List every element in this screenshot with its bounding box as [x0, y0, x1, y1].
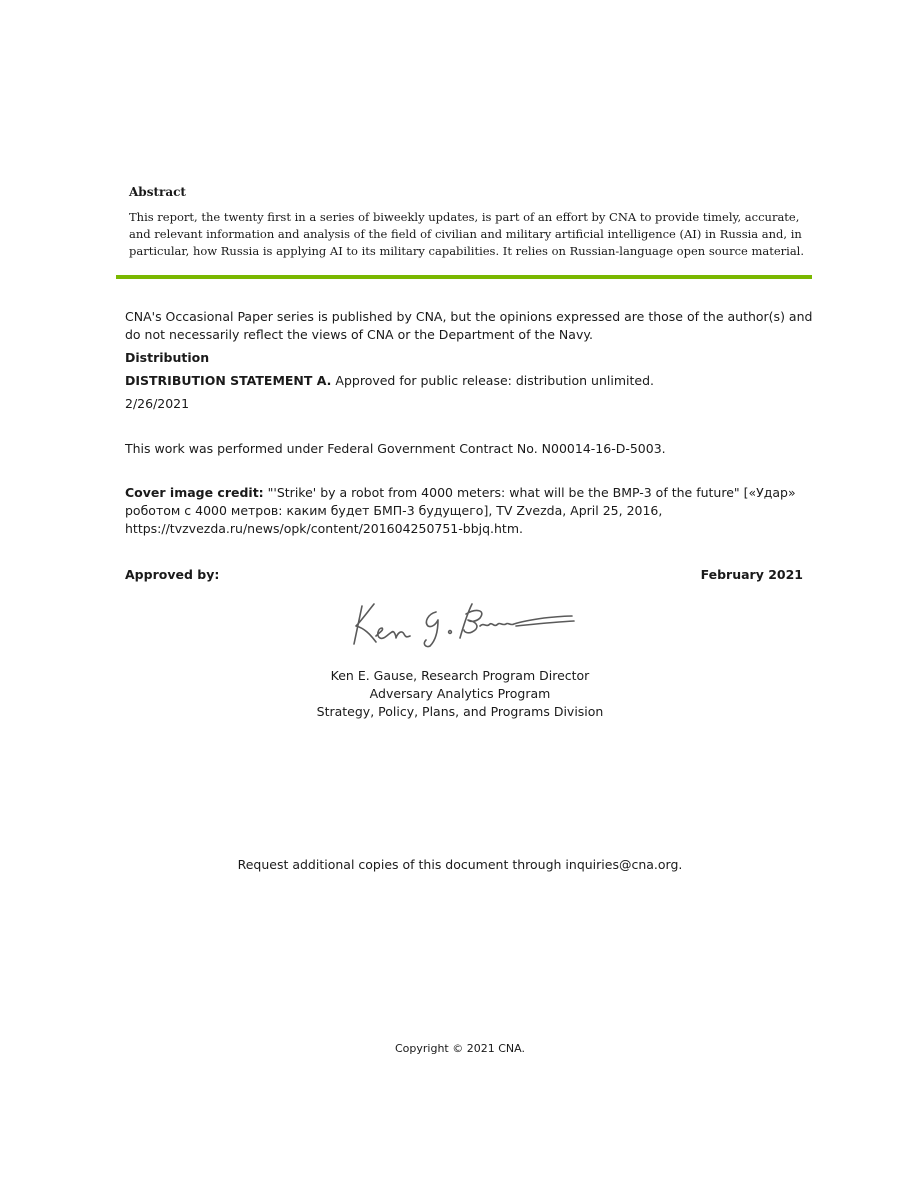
contract-statement: This work was performed under Federal Government Contract No. N00014-16-D-5003.	[125, 441, 666, 456]
signer-block	[0, 667, 920, 721]
distribution-heading: Distribution	[125, 350, 210, 365]
opinion-disclaimer: CNA's Occasional Paper series is published by CNA, but the opinions expressed are those of the author(s) and do not necessarily reflect the views of CNA or the Department of the Navy.	[125, 309, 813, 342]
approval-date: February 2021	[700, 567, 803, 582]
signer-program: Adversary Analytics Program	[369, 686, 551, 701]
request-copies: Request additional copies of this document through inquiries@cna.org.	[237, 857, 683, 872]
signature-image	[340, 592, 580, 650]
green-divider	[116, 275, 812, 279]
cover-credit-text: "'Strike' by a robot from 4000 meters: what will be the BMP-3 of the future" [«Удар» роботом с 4000 метров: каким будет БМП-3 будущего], TV Zvezda, April 25, 2016, https://tvzvezda.ru/news/opk/content/201604250751-bbjq.htm.	[125, 485, 796, 536]
abstract-body: This report, the twenty first in a series of biweekly updates, is part of an effort by CNA to provide timely, accurate, and relevant information and analysis of the field of civilian and military artificial intelligence (AI) in Russia and, in particular, how Russia is applying AI to its military capabilities. It relies on Russian-language open source material.	[129, 210, 805, 258]
signer-division: Strategy, Policy, Plans, and Programs Division	[316, 704, 604, 719]
distribution-statement	[125, 372, 654, 390]
cover-credit-label: Cover image credit:	[125, 485, 264, 500]
distribution-date: 2/26/2021	[125, 396, 190, 411]
approved-by-label: Approved by:	[125, 567, 220, 582]
copyright-notice: Copyright © 2021 CNA.	[395, 1042, 525, 1055]
abstract-title: Abstract	[129, 185, 186, 199]
distribution-statement-text: Approved for public release: distribution unlimited.	[331, 373, 654, 388]
cover-image-credit	[125, 484, 815, 538]
distribution-statement-label: DISTRIBUTION STATEMENT A.	[125, 373, 332, 388]
signer-name-title: Ken E. Gause, Research Program Director	[330, 668, 590, 683]
